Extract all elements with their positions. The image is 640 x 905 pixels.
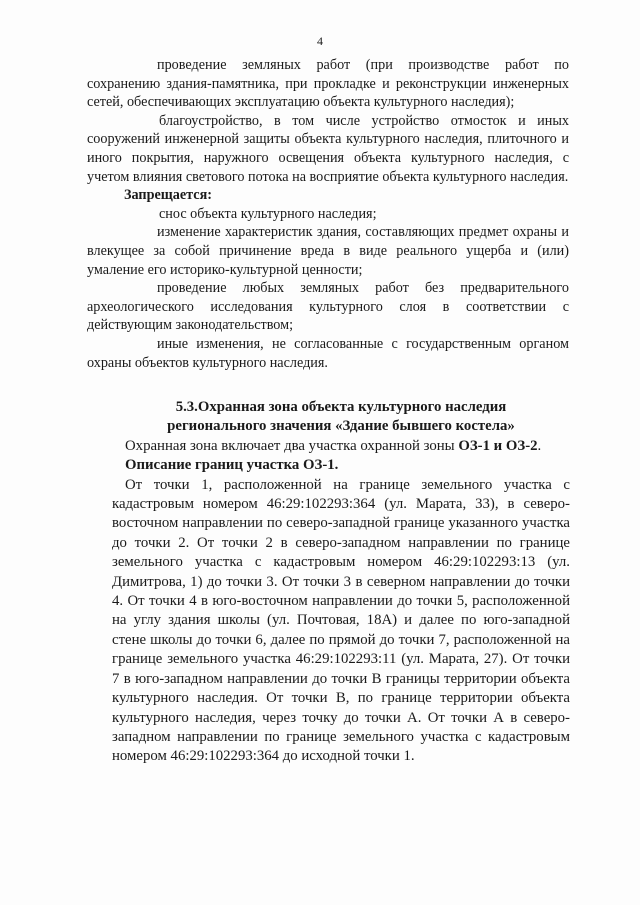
boundary-description: От точки 1, расположенной на границе земельного участка с кадастровым номером 46:29:102293:364 (ул. Марата, 33), в северо-восточном направлении по северо-западной границе указанного участка до точки 2. От точки 2 в северо-западном направлении по границе земельного участка с кадастровым номером 46:29:102293:13 (ул. Димитрова, 1) до точки 3. От точки 3 в северном направлении до точки 4. От точки 4 в юго-восточном направлении до точки 5, расположенной на углу здания школы (ул. Почтовая, 18А) и далее по юго-западной стене школы до точки 6, далее по прямой до точки 7, расположенной на границе земельного участка 46:29:102293:11 (ул. Марата, 27). От точки 7 в юго-западном направлении до точки В границы территории объекта культурного наследия. От точки В, по границе территории объекта культурного наследия, через точку до точки А. От точки А в северо-западном направлении по границе земельного участка с кадастровым номером 46:29:102293:364 до исходной точки 1. (112, 476, 570, 765)
zone-intro-text: Охранная зона включает два участка охранной зоны (125, 437, 459, 454)
zone-intro-codes: ОЗ-1 и ОЗ-2 (458, 437, 538, 454)
paragraph-earthworks-prohibited: проведение любых земляных работ без предварительного археологического исследования культурного слоя в соответствии с действующим законодательством; (87, 280, 569, 334)
prohibited-heading: Запрещается: (124, 187, 212, 204)
page-number: 4 (317, 34, 323, 48)
boundary-subheading-text: Описание границ участка ОЗ-1. (125, 457, 339, 474)
section-protection-zone (112, 398, 570, 767)
paragraph-other-changes: иные изменения, не согласованные с государственным органом охраны объектов культурного наследия. (87, 335, 569, 371)
section-restrictions (87, 56, 569, 372)
zone-intro-end: . (537, 437, 542, 454)
paragraph-characteristics-change: изменение характеристик здания, составляющих предмет охраны и влекущее за собой причинение вреда в виде реального ущерба и (или) умаление его историко-культурной ценности; (87, 224, 569, 278)
paragraph-demolition: снос объекта культурного наследия; (159, 205, 377, 222)
section-heading-line1: 5.3.Охранная зона объекта культурного наследия (175, 399, 507, 415)
zone-intro (125, 437, 570, 456)
boundary-subheading (125, 456, 570, 475)
paragraph-earthworks: проведение земляных работ (при производстве работ по сохранению здания-памятника, при прокладке и реконструкции инженерных сетей, обеспечивающих эксплуатацию объекта культурного наследия); (87, 57, 569, 111)
section-heading-line2: регионального значения «Здание бывшего костела» (167, 418, 515, 435)
paragraph-landscaping: благоустройство, в том числе устройство отмосток и иных сооружений инженерной защиты объекта культурного наследия, плиточного и иного покрытия, наружного освещения объекта культурного наследия, с учетом влияния светового потока на восприятие объекта культурного наследия. (87, 112, 569, 185)
